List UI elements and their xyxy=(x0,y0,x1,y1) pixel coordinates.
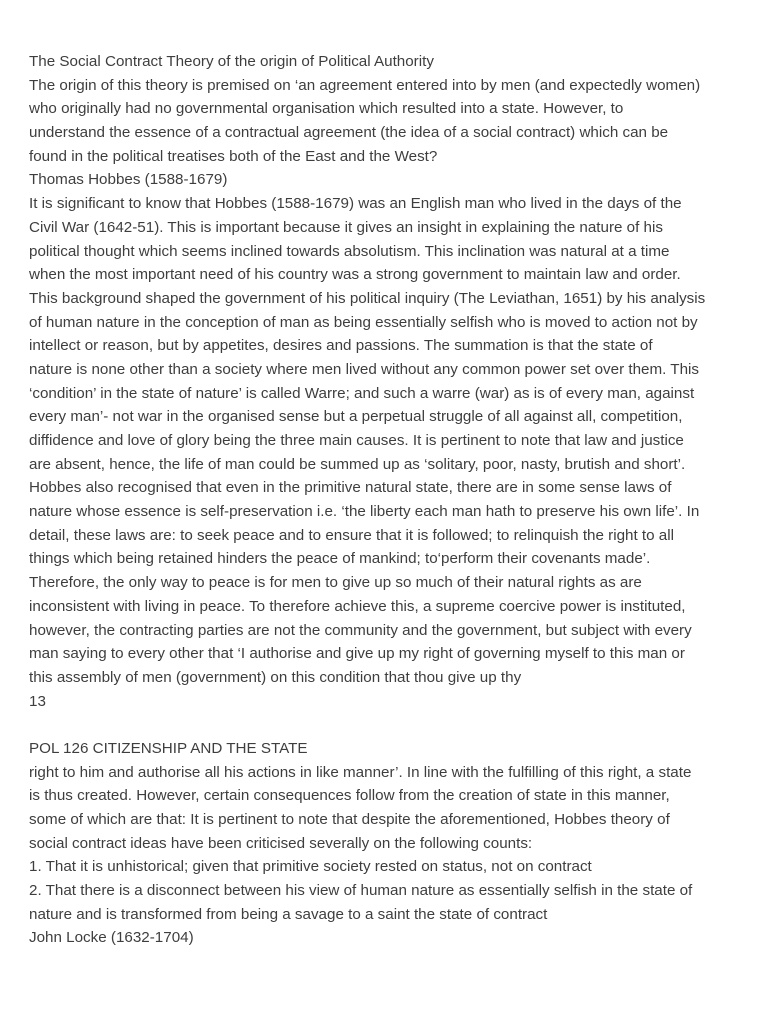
text-line: Civil War (1642-51). This is important because it gives an insight in explaining the nature of his xyxy=(29,218,663,236)
text-line: nature and is transformed from being a savage to a saint the state of contract xyxy=(29,905,548,923)
text-line: John Locke (1632-1704) xyxy=(29,929,194,947)
text-line: intellect or reason, but by appetites, desires and passions. The summation is that the state of xyxy=(29,337,653,355)
text-line: things which being retained hinders the peace of mankind; to‘perform their covenants made’. xyxy=(29,550,651,568)
text-line: nature is none other than a society where men lived without any common power set over them. This xyxy=(29,360,699,378)
text-line: every man’- not war in the organised sense but a perpetual struggle of all against all, competition, xyxy=(29,408,683,426)
text-line: 2. That there is a disconnect between his view of human nature as essentially selfish in the state of xyxy=(29,882,693,900)
text-line: inconsistent with living in peace. To therefore achieve this, a supreme coercive power is instituted, xyxy=(29,597,686,615)
blank-line xyxy=(29,713,741,737)
text-line: however, the contracting parties are not the community and the government, but subject with every xyxy=(29,621,692,639)
text-line: Hobbes also recognised that even in the primitive natural state, there are in some sense laws of xyxy=(29,479,672,497)
text-line: 1. That it is unhistorical; given that primitive society rested on status, not on contract xyxy=(29,858,592,876)
text-line: political thought which seems inclined towards absolutism. This inclination was natural at a time xyxy=(29,242,670,260)
text-line: POL 126 CITIZENSHIP AND THE STATE xyxy=(29,739,308,757)
text-line: The origin of this theory is premised on ‘an agreement entered into by men (and expectedly women) xyxy=(29,76,701,94)
document-page xyxy=(29,50,741,950)
text-line: The Social Contract Theory of the origin of Political Authority xyxy=(29,53,434,70)
text-line: It is significant to know that Hobbes (1588-1679) was an English man who lived in the days of the xyxy=(29,195,682,213)
text-line: Thomas Hobbes (1588-1679) xyxy=(29,171,228,189)
text-line: social contract ideas have been criticised severally on the following counts: xyxy=(29,834,533,852)
text-line: diffidence and love of glory being the three main causes. It is pertinent to note that law and justice xyxy=(29,432,684,449)
text-line: right to him and authorise all his actions in like manner’. In line with the fulfilling of this right, a state xyxy=(29,763,692,781)
text-line: 13 xyxy=(29,692,46,710)
text-line: nature whose essence is self-preservation i.e. ‘the liberty each man hath to preserve his own life’. In xyxy=(29,503,700,521)
text-line: this assembly of men (government) on this condition that thou give up thy xyxy=(29,668,522,686)
text-line: Therefore, the only way to peace is for men to give up so much of their natural rights as are xyxy=(29,574,642,592)
text-line: found in the political treatises both of the East and the West? xyxy=(29,147,438,165)
text-line: are absent, hence, the life of man could be summed up as ‘solitary, poor, nasty, brutish and short’. xyxy=(29,455,686,473)
text-line: of human nature in the conception of man as being essentially selfish who is moved to action not by xyxy=(29,313,698,331)
text-line: man saying to every other that ‘I authorise and give up my right of governing myself to this man or xyxy=(29,645,685,663)
text-line: ‘condition’ in the state of nature’ is called Warre; and such a warre (war) as is of every man, against xyxy=(29,384,695,402)
text-line: some of which are that: It is pertinent to note that despite the aforementioned, Hobbes theory of xyxy=(29,811,670,828)
text-line: This background shaped the government of his political inquiry (The Leviathan, 1651) by his analysis xyxy=(29,289,706,307)
text-line: understand the essence of a contractual agreement (the idea of a social contract) which can be xyxy=(29,124,669,142)
text-line: is thus created. However, certain consequences follow from the creation of state in this manner, xyxy=(29,787,670,805)
text-line: when the most important need of his country was a strong government to maintain law and order. xyxy=(29,266,681,284)
text-line: detail, these laws are: to seek peace and to ensure that it is followed; to relinquish the right to all xyxy=(29,526,675,544)
text-line: who originally had no governmental organisation which resulted into a state. However, to xyxy=(29,100,624,118)
